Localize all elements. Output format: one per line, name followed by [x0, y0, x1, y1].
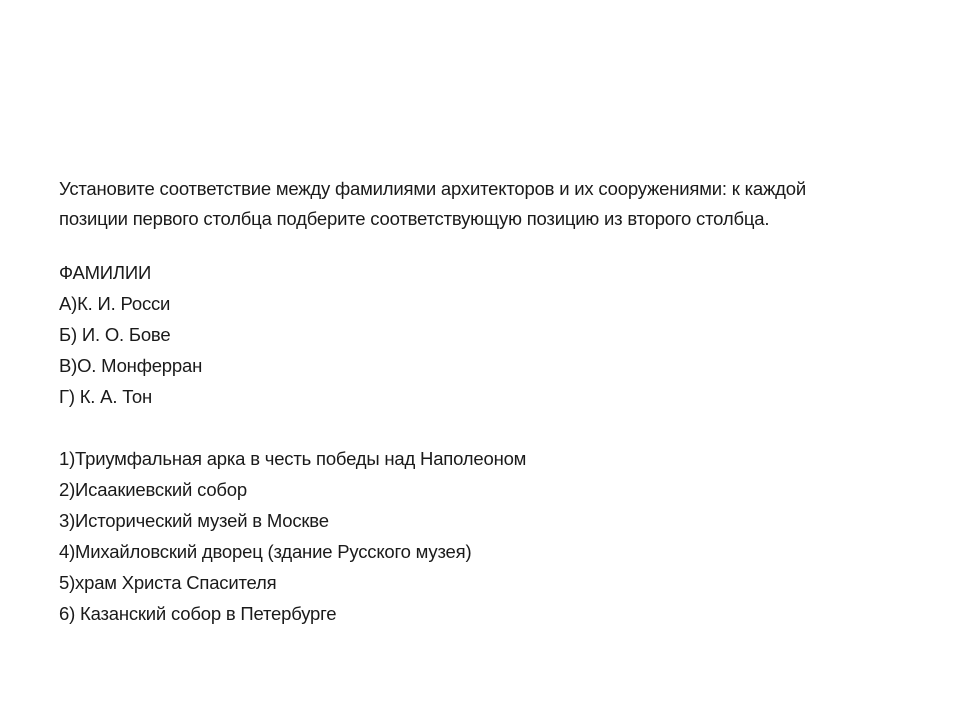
surnames-list: [59, 257, 919, 412]
building-item-6: 6) Казанский собор в Петербурге: [59, 603, 337, 624]
task-line-2: позиции первого столбца подберите соответствующую позицию из второго столбца.: [59, 208, 770, 229]
building-item-4: 4)Михайловский дворец (здание Русского музея): [59, 541, 472, 562]
slide-content: [59, 174, 919, 629]
surname-item-g: Г) К. А. Тон: [59, 386, 152, 407]
surnames-heading: ФАМИЛИИ: [59, 262, 152, 283]
surname-item-v: В)О. Монферран: [59, 355, 203, 376]
building-item-3: 3)Исторический музей в Москве: [59, 510, 329, 531]
task-line-1: Установите соответствие между фамилиями архитекторов и их сооружениями: к каждой: [59, 178, 806, 199]
list-spacer: [59, 412, 919, 443]
surname-item-a: А)К. И. Росси: [59, 293, 171, 314]
building-item-2: 2)Исаакиевский собор: [59, 479, 247, 500]
surname-item-b: Б) И. О. Бове: [59, 324, 171, 345]
building-item-1: 1)Триумфальная арка в честь победы над Наполеоном: [59, 448, 527, 469]
task-text: [59, 174, 919, 234]
building-item-5: 5)храм Христа Спасителя: [59, 572, 277, 593]
buildings-list: [59, 443, 919, 629]
